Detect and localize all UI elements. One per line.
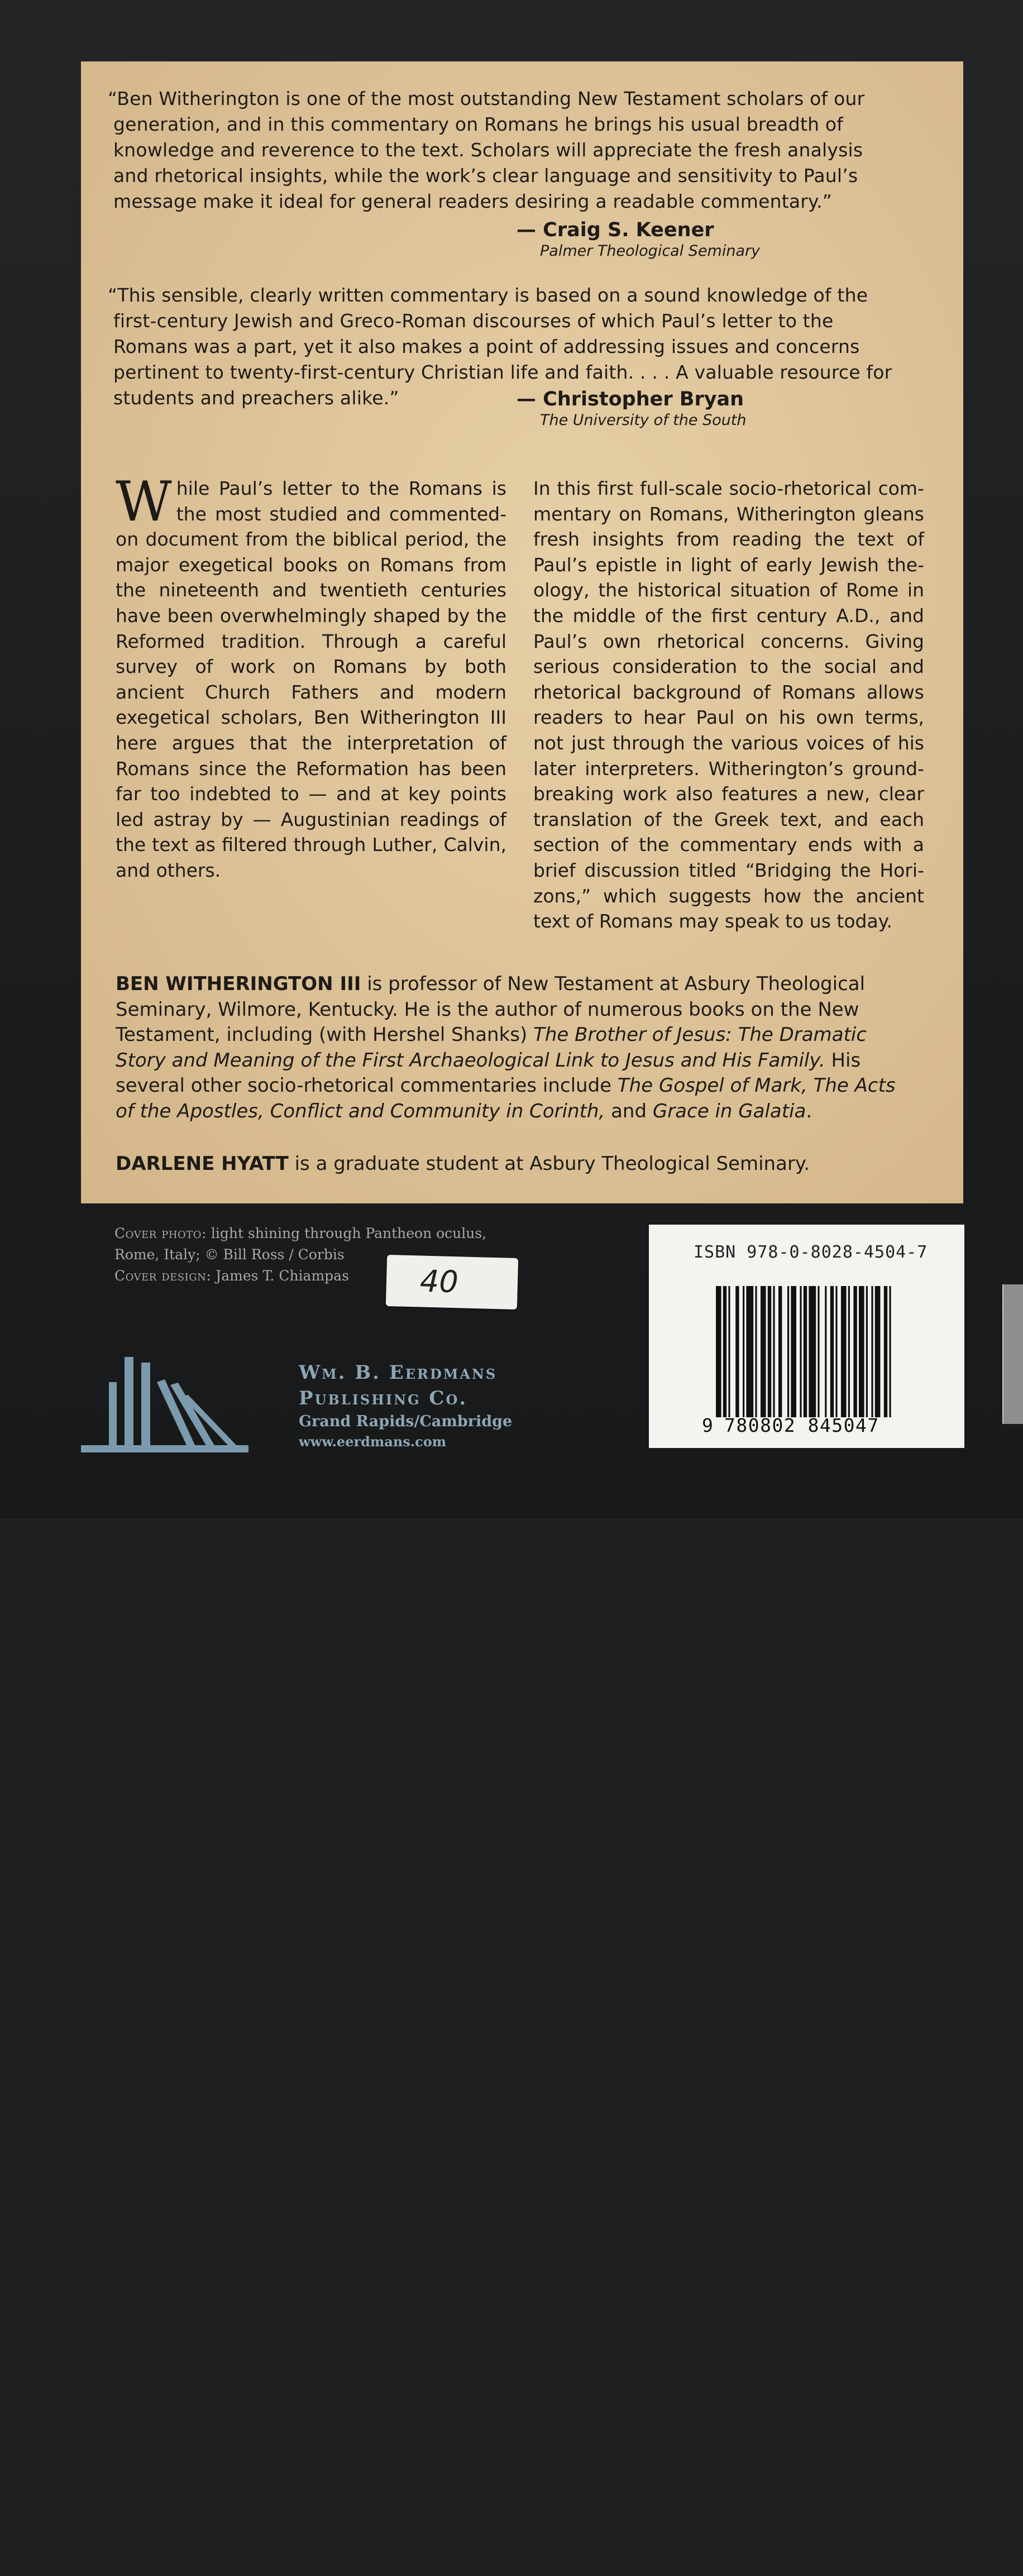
barcode-icon — [716, 1286, 950, 1417]
barcode-bar — [859, 1286, 864, 1417]
barcode-bar — [746, 1286, 753, 1417]
credit-text: light shining through Pantheon oculus, Rome, Italy; © Bill Ross / Corbis — [114, 1225, 487, 1263]
quote-institution: The University of the South — [540, 412, 747, 429]
barcode-bar — [773, 1286, 775, 1417]
publisher-logo-icon — [81, 1351, 285, 1455]
bio-text: is professor of New Testament at Asbury Theological Seminary, Wilmore, Kentucky. He is the author of numerous books on the New Testament, including (with Hershel Shanks) — [116, 973, 866, 1046]
quote-institution: Palmer Theological Seminary — [540, 242, 761, 260]
credit-label: Cover design: — [114, 1268, 212, 1284]
bio-text: is a graduate student at Asbury Theological Seminary. — [288, 1153, 810, 1175]
barcode-label — [649, 1225, 964, 1448]
credit-label: Cover photo: — [114, 1225, 207, 1241]
quote-author: — Christopher Bryan — [517, 388, 744, 410]
barcode-bar — [866, 1286, 868, 1417]
quote-text: “This sensible, clearly written commentary is based on a sound knowledge of the first-century Jewish and Greco-Roman discourses of which Paul’s letter to the Romans was a part, yet it also makes a point of addressing issues and concerns pertinent to twenty-first-century Christian life and faith. . . . A valuable resource for students and preachers alike.” — [108, 284, 892, 409]
publisher-location: Grand Rapids/Cambridge — [299, 1413, 513, 1430]
quote-attribution-1 — [517, 219, 760, 260]
description-left-text: hile Paul’s letter to the Romans is the most studied and commented-on document from the biblical period, the major exegetical books on Romans from the nineteenth and twentieth centuries have been overwhelmingly shaped by the Reformed tradition. Through a careful survey of work on Romans by both ancient Church Fathers and modern exegetical scholars, Ben Witherington III here argues that the interpretation of Romans since the Reformation has been far too indebted to — and at key points led astray by — Augustinian readings of the text as filtered through Luther, Calvin, and others. — [116, 477, 506, 881]
barcode-bar — [871, 1286, 873, 1417]
barcode-bar — [825, 1286, 826, 1417]
bio-text: and — [605, 1100, 653, 1122]
book-title: The Gospel of Mark, The Acts of the Apostles, Conflict and Community in Corinth, — [116, 1074, 896, 1122]
barcode-bar — [889, 1286, 891, 1417]
isbn-text: ISBN 978-0-8028-4504-7 — [694, 1242, 928, 1262]
description-left-column — [116, 470, 506, 883]
barcode-bar — [809, 1286, 816, 1417]
endorsement-quote-2 — [108, 283, 895, 411]
description-right-text: In this first full-scale socio-rhetorical commentary on Romans, Witherington gleans fresh insights from reading the text of Paul’s epistle in light of early Jewish theology, the historical situation of Rome in the middle of the first century A.D., and Paul’s own rhetorical concerns. Giving serious consideration to the social and rhetorical background of Romans allows readers to hear Paul on his own terms, not just through the various voices of his later interpreters. Witherington’s groundbreaking work also features a new, clear translation of the Greek text, and each section of the commentary ends with a brief discussion titled “Bridging the Horizons,” which suggests how the ancient text of Romans may speak to us today. — [533, 477, 924, 933]
price-sticker — [386, 1255, 518, 1309]
bio-text: . — [806, 1100, 812, 1122]
publisher-name-2: Publishing Co. — [299, 1387, 468, 1409]
author-bio — [116, 972, 909, 1125]
sticker-number: 40 — [419, 1263, 459, 1300]
barcode-bar — [768, 1286, 771, 1417]
description-right-column — [533, 476, 924, 934]
book-title: Grace in Galatia — [652, 1100, 806, 1122]
barcode-bar — [830, 1286, 834, 1417]
barcode-bar — [853, 1286, 857, 1417]
barcode-bar — [835, 1286, 837, 1417]
credit-text: James T. Chiampas — [211, 1268, 349, 1284]
library-label-edge — [1002, 1284, 1023, 1424]
book-title: The Brother of Jesus: The Dramatic Story and Meaning of the First Archaeological Link to Jesus and His Family. — [116, 1024, 867, 1072]
barcode-bar — [818, 1286, 819, 1417]
barcode-bar — [743, 1286, 744, 1417]
coauthor-name: DARLENE HYATT — [116, 1153, 289, 1175]
barcode-bar — [875, 1286, 881, 1417]
publisher-website: www.eerdmans.com — [299, 1433, 447, 1450]
quote-author: — Craig S. Keener — [517, 219, 714, 241]
barcode-bar — [848, 1286, 850, 1417]
barcode-bar — [735, 1286, 739, 1417]
barcode-bar — [778, 1286, 782, 1417]
endorsement-quote-1 — [108, 86, 895, 214]
barcode-bar — [884, 1286, 887, 1417]
quote-text: “Ben Witherington is one of the most outstanding New Testament scholars of our generation, and in this commentary on Romans he brings his usual breadth of knowledge and reverence to the text. Scholars will appreciate the fresh analysis and rhetorical insights, while the work’s clear language and sensitivity to Paul’s message make it ideal for general readers desiring a readable commentary.” — [108, 88, 865, 212]
bio-text: His several other socio-rhetorical commentaries include — [116, 1049, 861, 1097]
drop-cap: W — [116, 470, 172, 534]
barcode-bar — [723, 1286, 726, 1417]
publisher-name: Wm. B. Eerdmans — [299, 1361, 498, 1384]
barcode-first-digit: 9 — [702, 1414, 713, 1436]
text-panel — [81, 61, 963, 1203]
barcode-bar — [800, 1286, 801, 1417]
barcode-bar — [791, 1286, 796, 1417]
barcode-bar — [728, 1286, 730, 1417]
barcode-bar — [761, 1286, 766, 1417]
quote-attribution-2 — [517, 388, 747, 429]
barcode-bar — [787, 1286, 789, 1417]
author-name: BEN WITHERINGTON III — [116, 973, 361, 995]
barcode-bar — [804, 1286, 807, 1417]
barcode-bar — [755, 1286, 757, 1417]
coauthor-bio — [116, 1151, 909, 1177]
barcode-bar — [841, 1286, 847, 1417]
barcode-digit-groups: 780802 845047 — [724, 1414, 879, 1436]
publisher-info — [299, 1360, 512, 1451]
barcode-bar — [716, 1286, 721, 1417]
